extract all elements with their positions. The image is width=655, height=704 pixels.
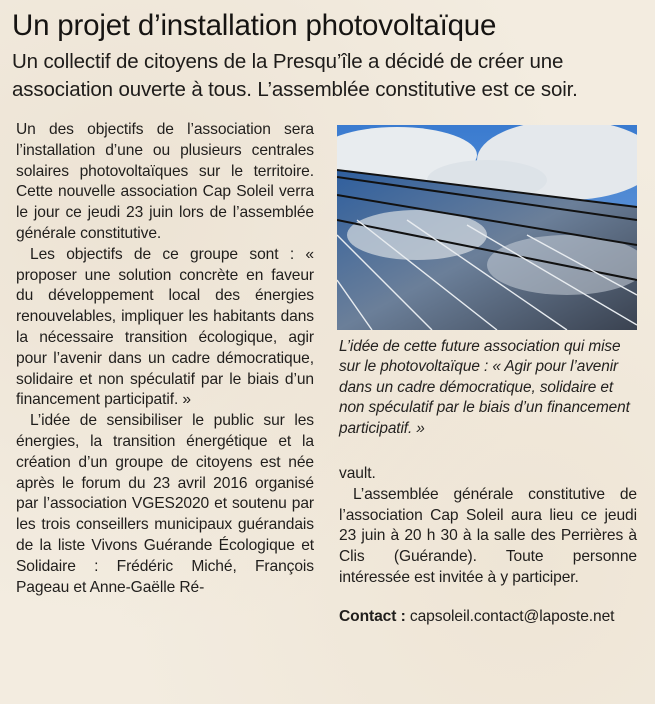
contact-email-link[interactable]: capsoleil.contact@laposte.net [409, 607, 615, 625]
paragraph-intro: Un des objectifs de l’association sera l’installation d’une ou plusieurs centrales solaires photovoltaïques sur le territoire. Cette nouvelle association Cap Soleil verra le jour ce jeudi 23 juin lors de l’assemblée générale constitutive. [16, 121, 314, 242]
paragraph-objectives: Les objectifs de ce groupe sont : « proposer une solution concrète en faveur du développement local des énergies renouvelables, impliquer les habitants dans la nécessaire transition écologique, agir pour l’avenir dans un cadre démocratique, solidaire et non spéculatif par le biais d’un financement participatif. » [16, 245, 314, 409]
paragraph-origin-continued: vault. [339, 465, 376, 482]
photo-caption: L’idée de cette future association qui mise sur le photovoltaïque : « Agir pour l’avenir dans un cadre démocratique, solidaire et non spéculatif par le biais d’un financement participatif. » [339, 338, 630, 437]
solar-panel-image-icon [337, 125, 637, 330]
paragraph-origin: L’idée de sensibiliser le public sur les énergies, la transition énergétique et la création d’un groupe de citoyens est née après le forum du 23 avril 2016 organisé par l’association VGES2020 et soutenu par les trois conseillers municipaux guérandais de la liste Vivons Guérande Écologique et Solidaire : Frédéric Miché, François Pageau et Anne-Gaëlle Ré- [16, 412, 314, 596]
article-column-left [16, 120, 314, 598]
contact-line [339, 607, 637, 628]
paragraph-assembly: L’assemblée générale constitutive de l’association Cap Soleil aura lieu ce jeudi 23 juin à 20 h 30 à la salle des Perrières à Clis (Guérande). Toute personne intéressée est invitée à y participer. [339, 485, 637, 586]
contact-label: Contact : [339, 607, 406, 625]
article-title: Un projet d’installation photovoltaïque [12, 9, 497, 42]
article-column-right [339, 464, 637, 628]
article-lead: Un collectif de citoyens de la Presqu’île a décidé de créer une association ouverte à tous. L’assemblée constitutive est ce soir. [12, 50, 578, 101]
solar-panels-photo [337, 125, 637, 330]
